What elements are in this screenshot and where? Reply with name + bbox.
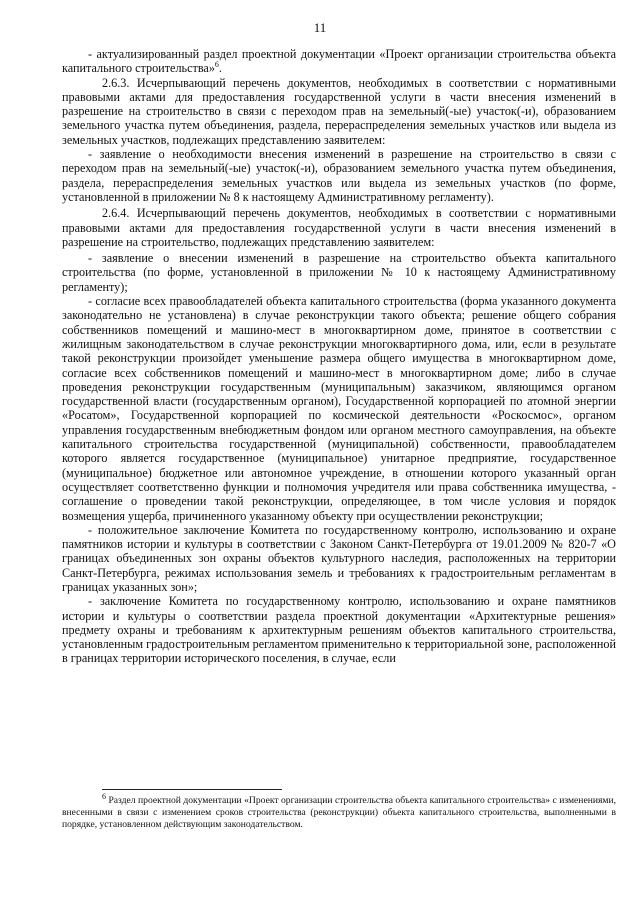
paragraph-application-land-transfer: - заявление о необходимости внесения изменений в разрешение на строительство в связи с переходом прав на земельный(-ые) участок(-и), образованием земельного участка путем объединения, раздела, перераспределения земельных участков или выдела из земельных участков (по форме, установленной в приложении № 8 к настоящему Административному регламенту).	[62, 147, 616, 204]
body-text	[62, 47, 616, 666]
paragraph-end-punctuation: .	[218, 61, 222, 76]
paragraph-owners-consent: - согласие всех правообладателей объекта капитального строительства (форма указанного документа законодательно не установлена) в случае реконструкции такого объекта; решение общего собрания собственников помещений и машино-мест в многоквартирном доме, принятое в соответствии с жилищным законодательством в случае реконструкции многоквартирного дома, или, если в результате такой реконструкции произойдет уменьшение размера общего имущества в многоквартирном доме, согласие всех собственников помещений и машино-мест в многоквартирном доме; либо в случае проведения реконструкции государственным (муниципальным) заказчиком, являющимся органом государственной власти (государственным органом), Государственной корпорацией по атомной энергии «Росатом», Государственной корпорацией по космической деятельности «Роскосмос», органом управления государственным внебюджетным фондом или органом местного самоуправления, на объекте капитального строительства государственной (муниципальной) собственности, правообладателем которого является государственное (муниципальное) унитарное предприятие, государственное (муниципальное) бюджетное или автономное учреждение, в отношении которого указанный орган осуществляет соответственно функции и полномочия учредителя или права собственника имущества, - соглашение о проведении такой реконструкции, определяющее, в том числе условия и порядок возмещения ущерба, причиненного указанному объекту при осуществлении реконструкции;	[62, 294, 616, 523]
paragraph-positive-conclusion: - положительное заключение Комитета по государственному контролю, использованию и охране памятников истории и культуры в соответствии с Законом Санкт-Петербурга от 19.01.2009 № 820-7 «О границах объединенных зон охраны объектов культурного наследия, расположенных на территории Санкт-Петербурга, режимах использования земель и требованиях к градостроительным регламентам в границах указанных зон»;	[62, 522, 616, 594]
paragraph-2-6-3: 2.6.3. Исчерпывающий перечень документов, необходимых в соответствии с нормативными правовыми актами для предоставления государственной услуги в части внесения изменений в разрешение на строительство в связи с переходом прав на земельный(-ые) участок(-и), образованием земельного участка путем объединения, раздела, перераспределения земельных участков или выдела из земельных участков, подлежащих представлению заявителем:	[62, 75, 616, 147]
footnote-paragraph	[62, 791, 616, 831]
paragraph-application-amendment: - заявление о внесении изменений в разрешение на строительство объекта капитального строительства (по форме, установленной в приложении № 10 к настоящему Административному регламенту);	[62, 251, 616, 294]
paragraph-text: - актуализированный раздел проектной документации «Проект организации строительства объекта капитального строительства»	[62, 47, 616, 76]
footnote-reference: 6	[214, 60, 219, 70]
footnote-divider	[102, 789, 282, 790]
page-number: 11	[313, 20, 327, 35]
paragraph-project-section	[62, 47, 616, 76]
footnote-text: Раздел проектной документации «Проект организации строительства объекта капитального строительства» с изменениями, внесенными в связи с изменением сроков строительства (реконструкции) объекта капитального строительства, выполненными в порядке, установленном действующим законодательством.	[62, 795, 616, 830]
paragraph-2-6-4: 2.6.4. Исчерпывающий перечень документов, необходимых в соответствии с нормативными правовыми актами для предоставления государственной услуги в части внесения изменений в разрешение на строительство, подлежащих представлению заявителем:	[62, 206, 616, 249]
footnote	[62, 791, 616, 831]
paragraph-committee-conclusion: - заключение Комитета по государственному контролю, использованию и охране памятников истории и культуры о соответствии раздела проектной документации «Архитектурные решения» предмету охраны и требованиям к архитектурным решениям объектов капитального строительства, установленным градостроительным регламентом применительно к территориальной зоне, расположенной в границах территории исторического поселения, в случае, если	[62, 594, 616, 666]
footnote-marker: 6	[102, 791, 106, 801]
